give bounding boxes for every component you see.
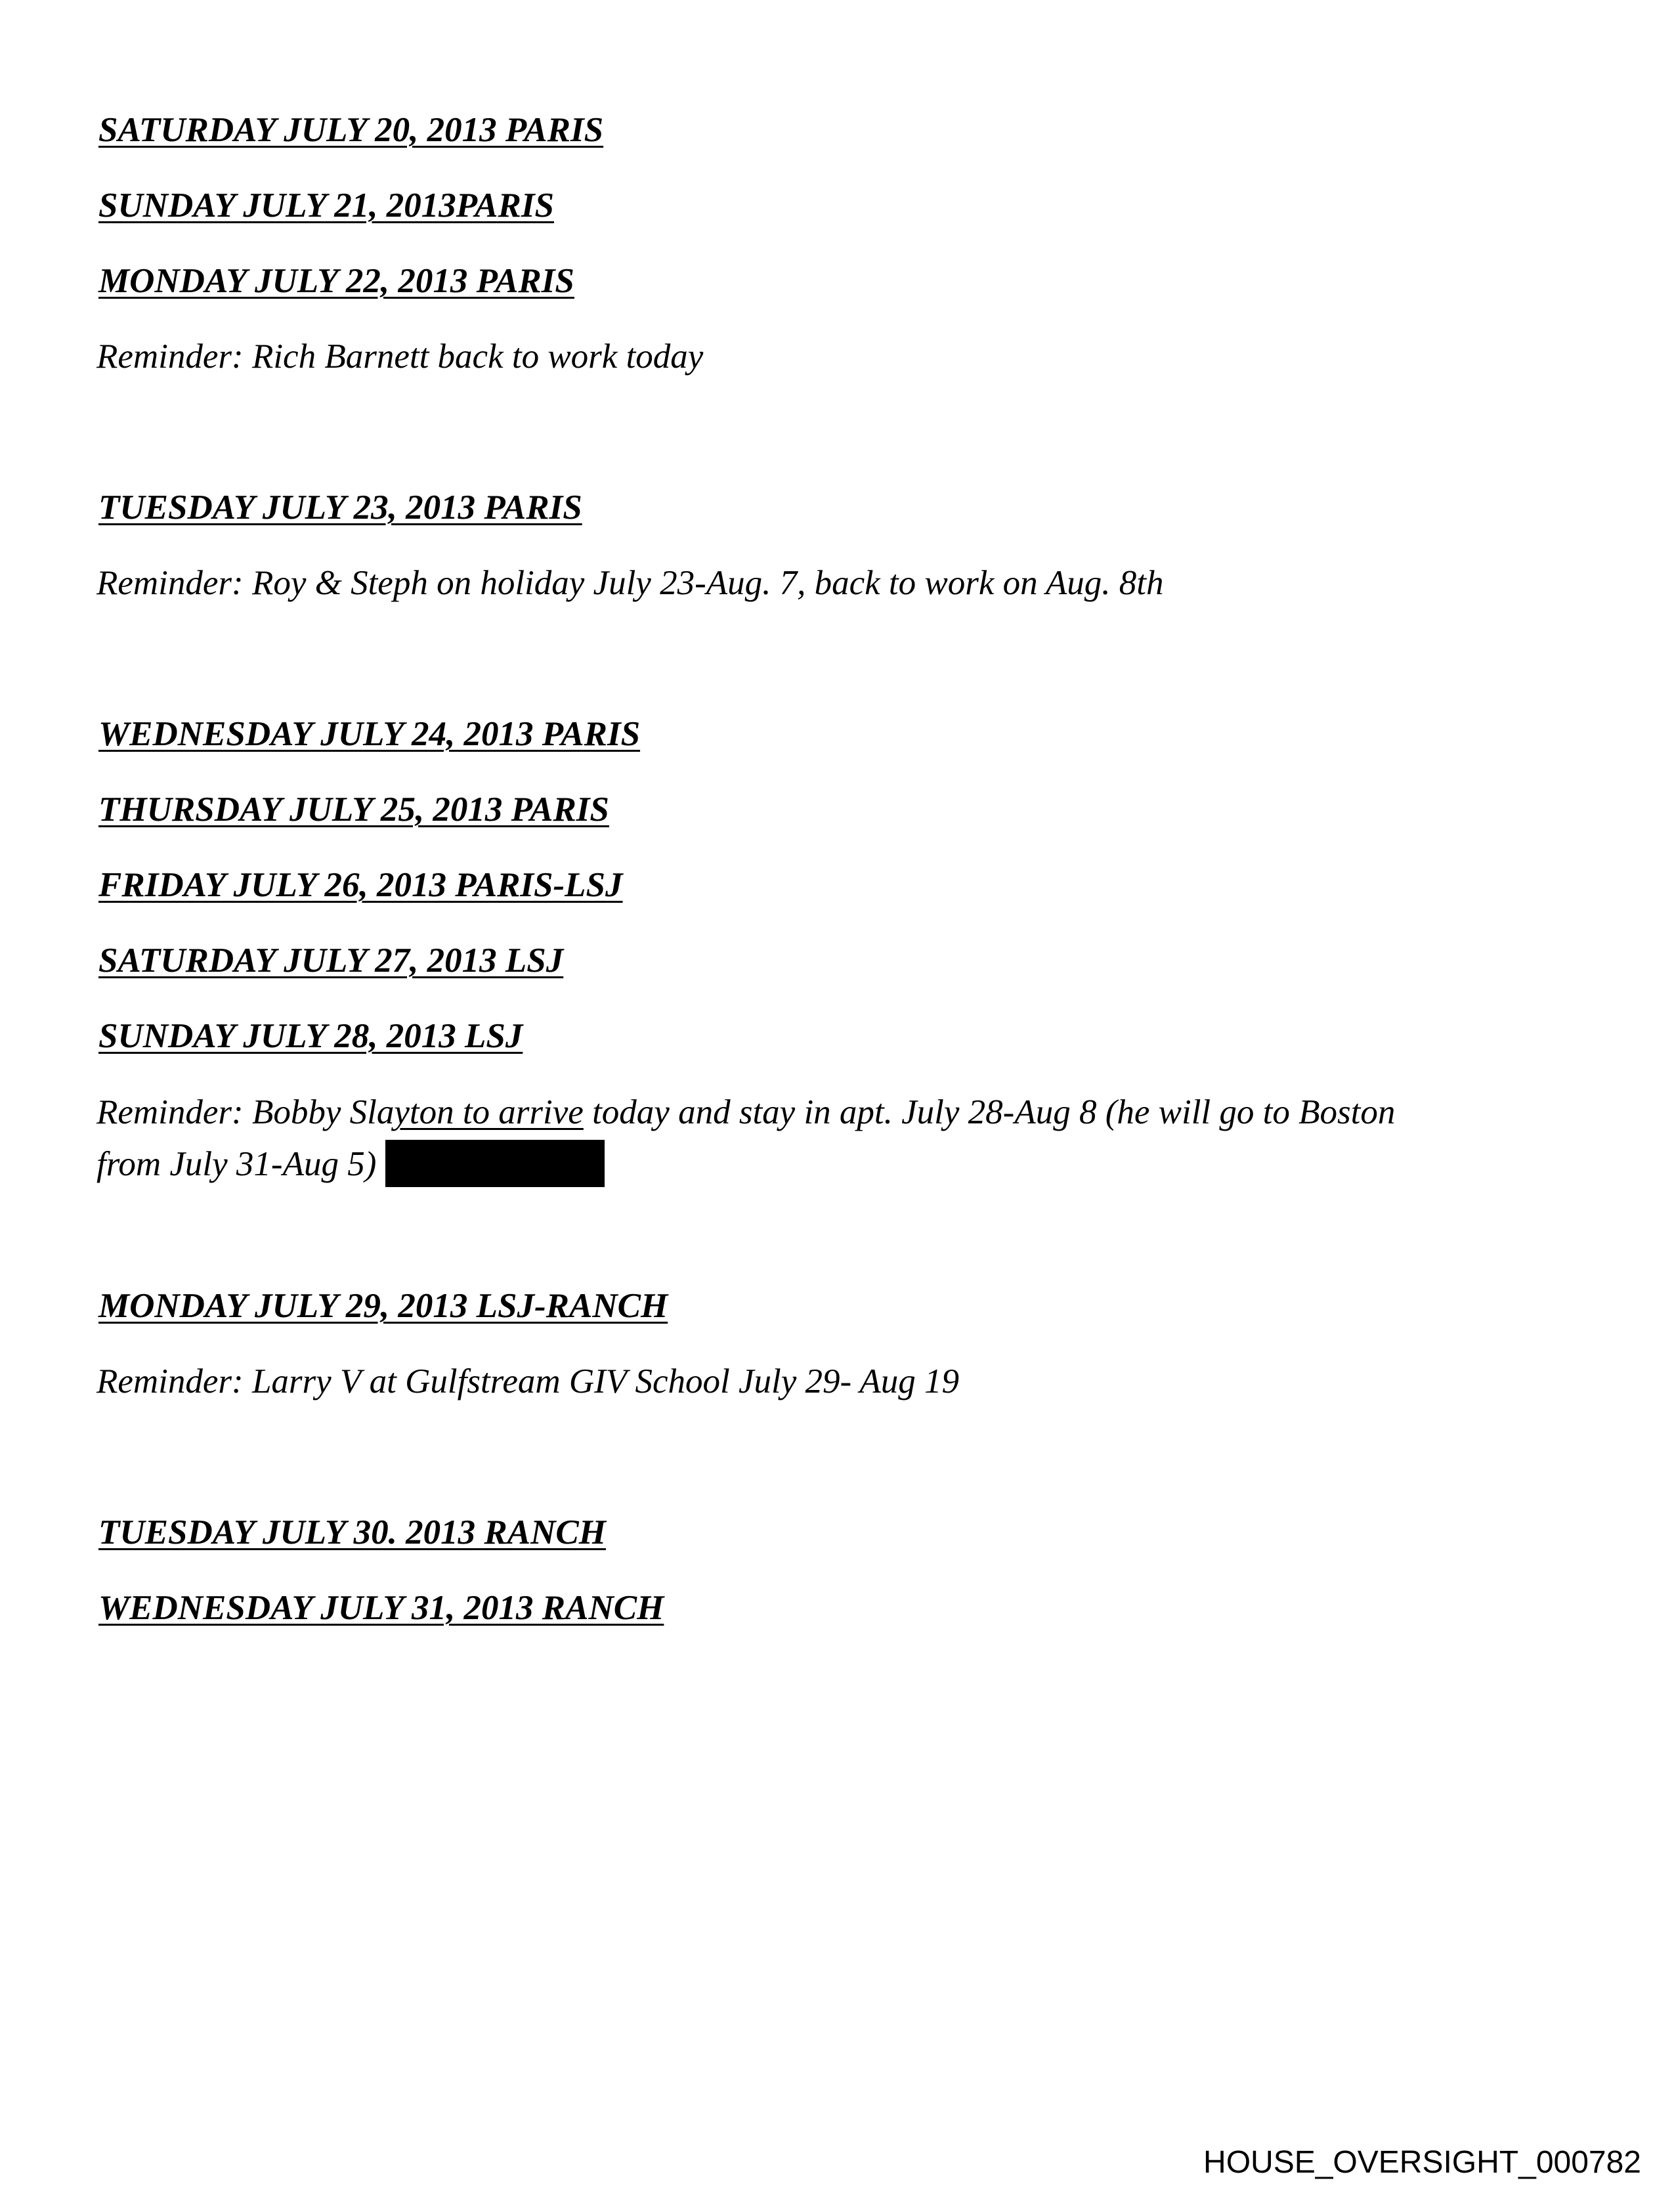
day-heading-jul-22: MONDAY JULY 22, 2013 PARIS — [98, 262, 574, 300]
reminder-jul-22: Reminder: Rich Barnett back to work today — [97, 337, 704, 376]
reminder-underlined-text: yton to arrive — [394, 1093, 584, 1131]
reminder-jul-28-line-1 — [97, 1095, 1395, 1130]
day-heading-jul-24: WEDNESDAY JULY 24, 2013 PARIS — [98, 715, 641, 753]
reminder-text-line-2: from July 31-Aug 5) — [97, 1145, 377, 1183]
reminder-jul-29: Reminder: Larry V at Gulfstream GIV School July 29- Aug 19 — [97, 1362, 960, 1400]
reminder-jul-28-line-2 — [97, 1140, 605, 1187]
day-heading-jul-31: WEDNESDAY JULY 31, 2013 RANCH — [98, 1589, 664, 1627]
day-heading-jul-20: SATURDAY JULY 20, 2013 PARIS — [98, 111, 604, 149]
day-heading-jul-28: SUNDAY JULY 28, 2013 LSJ — [98, 1017, 523, 1055]
bates-number: HOUSE_OVERSIGHT_000782 — [1203, 2145, 1641, 2180]
reminder-jul-23: Reminder: Roy & Steph on holiday July 23-Aug. 7, back to work on Aug. 8th — [97, 564, 1164, 602]
reminder-text-end: today and stay in apt. July 28-Aug 8 (he will go to Boston — [583, 1093, 1396, 1131]
day-heading-jul-30: TUESDAY JULY 30. 2013 RANCH — [98, 1513, 606, 1551]
redaction-box — [385, 1140, 605, 1187]
day-heading-jul-27: SATURDAY JULY 27, 2013 LSJ — [98, 942, 564, 980]
reminder-text-start: Reminder: Bobby Sla — [97, 1093, 395, 1131]
day-heading-jul-29: MONDAY JULY 29, 2013 LSJ-RANCH — [98, 1287, 668, 1325]
day-heading-jul-25: THURSDAY JULY 25, 2013 PARIS — [98, 791, 609, 829]
day-heading-jul-21: SUNDAY JULY 21, 2013PARIS — [98, 186, 554, 225]
day-heading-jul-26: FRIDAY JULY 26, 2013 PARIS-LSJ — [98, 866, 623, 904]
day-heading-jul-23: TUESDAY JULY 23, 2013 PARIS — [98, 488, 582, 527]
